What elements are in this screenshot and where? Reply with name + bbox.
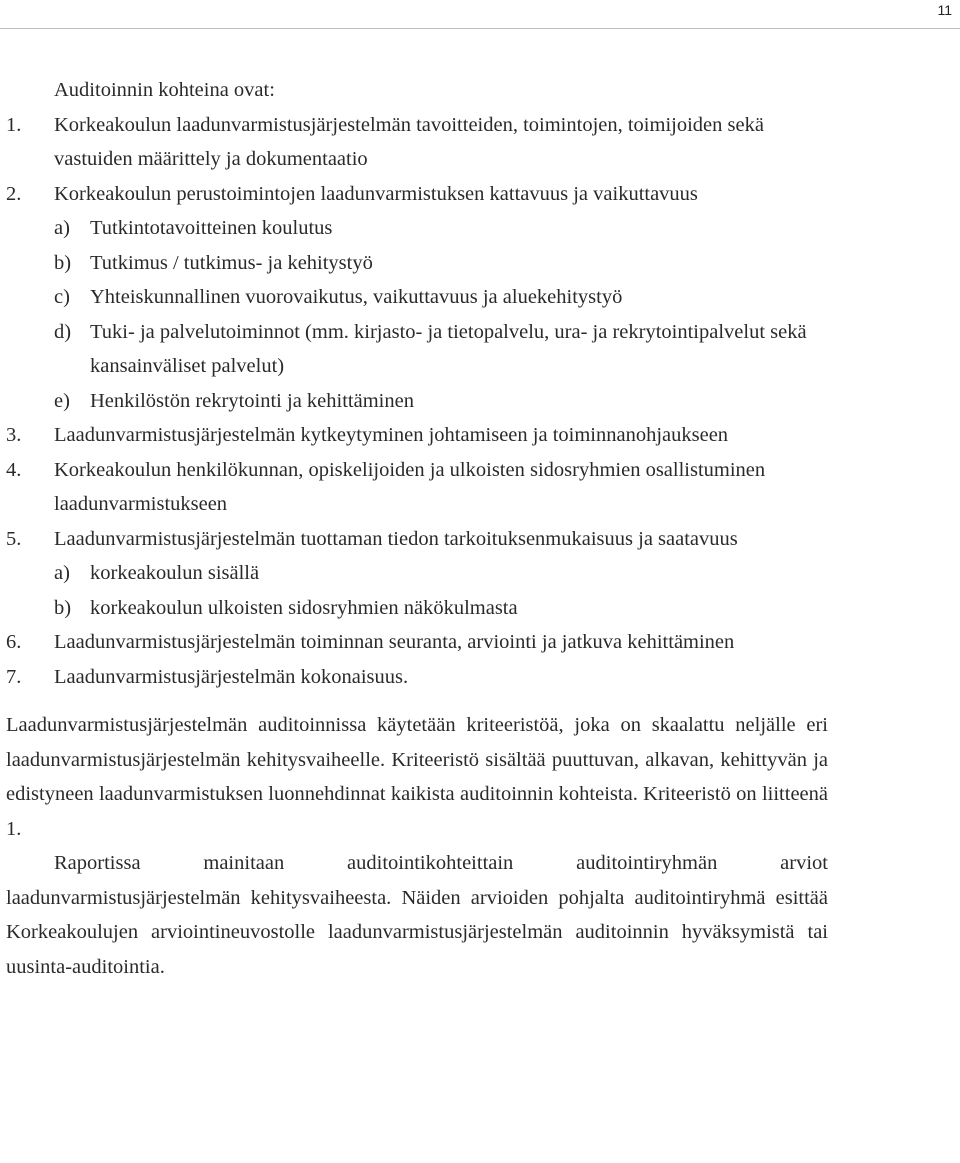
- document-body: [6, 73, 828, 984]
- sublist-item: [54, 246, 828, 281]
- sublist-letter: b): [54, 251, 72, 274]
- sublist-letter: b): [54, 596, 72, 619]
- item-number: 2.: [6, 182, 22, 205]
- body-paragraph: Raportissa mainitaan auditointikohteittain auditointiryhmän arviot laadunvarmistusjärjestelmän kehitysvaiheesta. Näiden arvioiden pohjalta auditointiryhmä esittää Korkeakoulujen arviointineuvostolle laadunvarmistusjärjestelmän auditoinnin hyväksymistä tai uusinta-auditointia.: [6, 852, 828, 978]
- list-intro: Auditoinnin kohteina ovat:: [54, 79, 275, 101]
- item-number: 5.: [6, 527, 22, 550]
- sublist-letter: c): [54, 286, 70, 308]
- list-item: [6, 418, 828, 453]
- item-number: 3.: [6, 424, 22, 446]
- item-text: Laadunvarmistusjärjestelmän kokonaisuus.: [54, 665, 409, 688]
- item-text: Laadunvarmistusjärjestelmän toiminnan seuranta, arviointi ja jatkuva kehittäminen: [54, 631, 735, 653]
- item-number: 6.: [6, 631, 22, 653]
- list-item: [6, 522, 828, 626]
- sublist-item: [54, 315, 828, 384]
- item-number: 7.: [6, 665, 22, 688]
- sublist: [54, 211, 828, 418]
- item-number: 1.: [6, 113, 22, 136]
- header-divider: [0, 28, 960, 29]
- list-item: [6, 453, 828, 522]
- sublist-item: [54, 211, 828, 246]
- item-text: Korkeakoulun laadunvarmistusjärjestelmän tavoitteiden, toimintojen, toimijoiden sekä vastuiden määrittely ja dokumentaatio: [54, 113, 764, 170]
- sublist-text: korkeakoulun sisällä: [90, 562, 260, 584]
- sublist-item: [54, 280, 828, 315]
- body-paragraph: Laadunvarmistusjärjestelmän auditoinnissa käytetään kriteeristöä, joka on skaalattu neljälle eri laadunvarmistusjärjestelmän kehitysvaiheelle. Kriteeristö sisältää puuttuvan, alkavan, kehittyvän ja edistyneen laadunvarmistuksen luonnehdinnat kaikista auditoinnin kohteista. Kriteeristö on liitteenä 1.: [6, 714, 828, 840]
- sublist: [54, 556, 828, 625]
- list-item: [6, 177, 828, 419]
- sublist-letter: a): [54, 217, 70, 239]
- list-item: [6, 108, 828, 177]
- sublist-item: [54, 591, 828, 626]
- sublist-text: Henkilöstön rekrytointi ja kehittäminen: [90, 389, 414, 412]
- item-text: Laadunvarmistusjärjestelmän kytkeytyminen johtamiseen ja toiminnanohjaukseen: [54, 424, 729, 446]
- item-text: Korkeakoulun perustoimintojen laadunvarmistuksen kattavuus ja vaikuttavuus: [54, 182, 698, 205]
- sublist-item: [54, 556, 828, 591]
- sublist-letter: a): [54, 562, 70, 584]
- item-text: Korkeakoulun henkilökunnan, opiskelijoiden ja ulkoisten sidosryhmien osallistuminen laadunvarmistukseen: [54, 458, 766, 515]
- sublist-text: Tuki- ja palvelutoiminnot (mm. kirjasto- ja tietopalvelu, ura- ja rekrytointipalvelut sekä kansainväliset palvelut): [90, 320, 807, 377]
- sublist-text: Yhteiskunnallinen vuorovaikutus, vaikuttavuus ja aluekehitystyö: [90, 286, 623, 308]
- list-item: [6, 625, 828, 660]
- audit-targets-list: [6, 108, 828, 695]
- sublist-text: korkeakoulun ulkoisten sidosryhmien näkökulmasta: [90, 596, 518, 619]
- item-number: 4.: [6, 458, 22, 481]
- item-text: Laadunvarmistusjärjestelmän tuottaman tiedon tarkoituksenmukaisuus ja saatavuus: [54, 527, 738, 550]
- sublist-item: [54, 384, 828, 419]
- list-item: [6, 660, 828, 695]
- sublist-text: Tutkintotavoitteinen koulutus: [90, 217, 333, 239]
- sublist-letter: e): [54, 389, 70, 412]
- sublist-letter: d): [54, 320, 72, 343]
- page-number: 11: [937, 2, 952, 18]
- sublist-text: Tutkimus / tutkimus- ja kehitystyö: [90, 251, 373, 274]
